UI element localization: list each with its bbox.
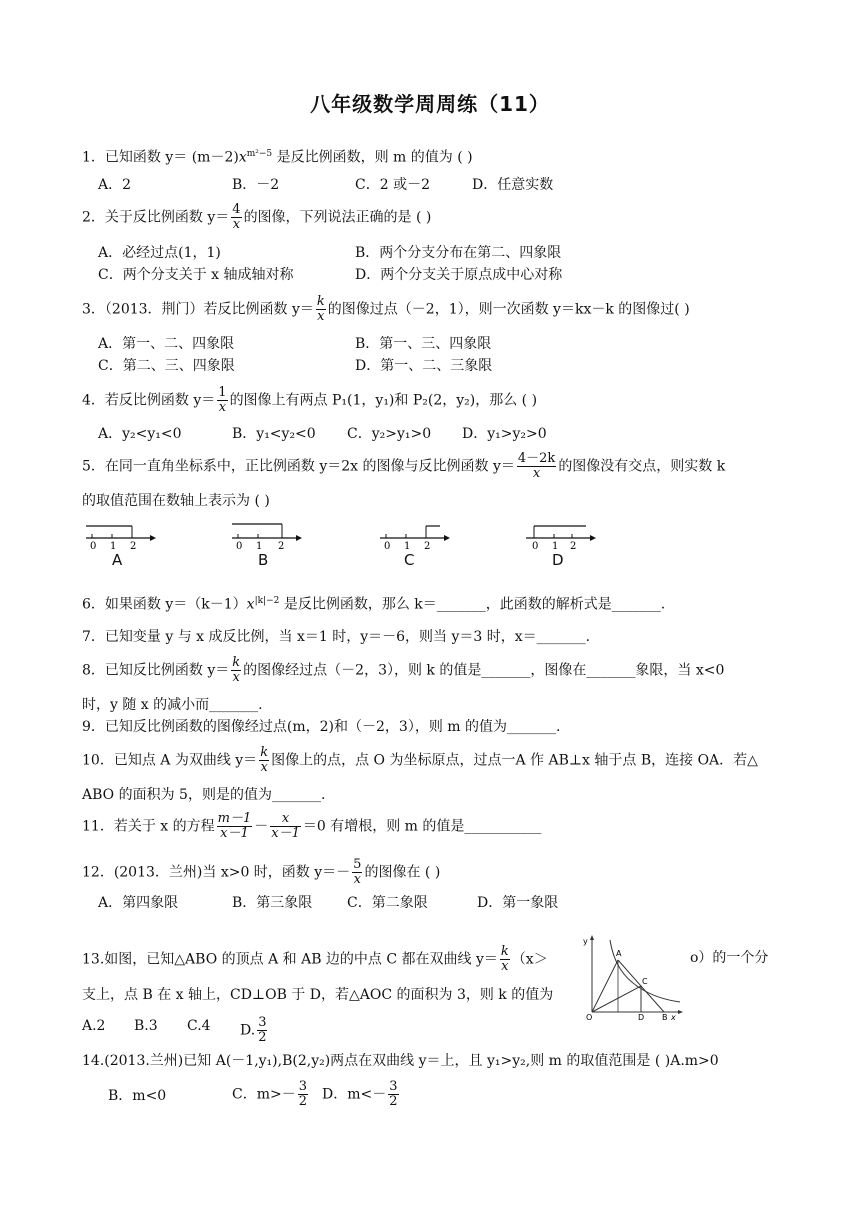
hyperbola-triangle-figure — [580, 934, 684, 1024]
q3-option-c: C．第二、三、四象限 — [98, 358, 235, 374]
question-12: 12．(2013．兰州)当 x>0 时，函数 y＝－ $\frac{5}{x}$ 的图像在 ( ) — [82, 857, 441, 887]
q2-option-a: A．必经过点(1，1) — [98, 245, 221, 261]
question-13-tail: o）的一个分 — [690, 950, 769, 966]
q12-option-a: A．第四象限 — [98, 895, 179, 911]
q12-option-d: D．第一象限 — [477, 895, 559, 911]
q1-option-d: D．任意实数 — [472, 177, 554, 193]
q1-option-b: B．－2 — [232, 177, 280, 193]
fig-a-label: A — [616, 949, 622, 958]
fraction: $\frac{x}{x-1}$ — [271, 811, 300, 841]
fig-c-label: C — [642, 977, 648, 986]
tick-2: 2 — [278, 541, 285, 552]
fraction: $\frac{3}{2}$ — [258, 1015, 267, 1045]
question-10-line-2: ABO 的面积为 5，则是的值为_______. — [82, 787, 326, 803]
tick-0: 0 — [532, 541, 539, 552]
fraction: $\frac{4-2k}{x}$ — [517, 451, 556, 481]
question-5: 5．在同一直角坐标系中，正比例函数 y＝2x 的图像与反比例函数 y＝ $\frac{4-2k}{x}$ 的图像没有交点，则实数 k — [82, 451, 726, 481]
tick-0: 0 — [90, 541, 97, 552]
question-7: 7．已知变量 y 与 x 成反比例，当 x＝1 时，y＝－6，则当 y＝3 时，x＝_______. — [82, 629, 591, 645]
q14-option-d: D．m<－ $\frac{3}{2}$ — [322, 1079, 398, 1109]
number-line-c-label: C — [404, 551, 415, 569]
fraction: $\frac{1}{x}$ — [218, 385, 227, 415]
fraction: $\frac{k}{x}$ — [232, 655, 241, 685]
q14-option-c: C．m>－ $\frac{3}{2}$ — [232, 1079, 307, 1109]
number-line-b — [230, 518, 310, 552]
q4-option-d: D．y₁>y₂>0 — [462, 426, 547, 442]
question-11: 11．若关于 x 的方程 $\frac{m-1}{x-1}$ － $\frac{x}{x-1}$ ＝0 有增根，则 m 的值是___________ — [82, 811, 542, 841]
question-6: 6．如果函数 $y=(k-1)x^{|k|-2}$ 是反比例函数，那么 k＝_______，此函数的解析式是_______. — [82, 596, 666, 613]
q14-option-b: B．m<0 — [108, 1088, 167, 1104]
q2-option-d: D．两个分支关于原点成中心对称 — [355, 267, 563, 283]
tick-1: 1 — [552, 541, 559, 552]
fig-o-label: O — [586, 1013, 593, 1020]
q13-option-b: B.3 — [134, 1018, 158, 1034]
tick-1: 1 — [256, 541, 263, 552]
page-title: 八年级数学周周练（11） — [310, 92, 550, 116]
fig-b-label: B — [662, 1013, 668, 1020]
tick-1: 1 — [404, 541, 411, 552]
fraction: $\frac{3}{2}$ — [389, 1079, 398, 1109]
number-line-a — [84, 518, 164, 552]
question-1: 1．已知函数 $y= (m-2)x^{m^2-5}$ 是反比例函数，则 m 的值为 ( ) — [82, 149, 473, 166]
question-4: 4．若反比例函数 y＝ $\frac{1}{x}$ 的图像上有两点 P₁(1，y₁)和 P₂(2，y₂)，那么 ( ) — [82, 385, 538, 415]
number-line-c — [378, 518, 458, 552]
q12-option-b: B．第三象限 — [232, 895, 313, 911]
q4-option-b: B．y₁<y₂<0 — [232, 426, 316, 442]
fig-x-label: x — [671, 1013, 676, 1020]
q3-option-d: D．第一、二、三象限 — [355, 358, 493, 374]
fraction: $\frac{5}{x}$ — [353, 857, 362, 887]
number-line-a-label: A — [112, 551, 123, 569]
tick-0: 0 — [236, 541, 243, 552]
q13-option-c: C.4 — [187, 1018, 211, 1034]
question-9: 9．已知反比例函数的图像经过点(m，2)和（－2，3），则 m 的值为_______. — [82, 719, 561, 735]
question-3: 3．（2013．荆门）若反比例函数 y＝ $\frac{k}{x}$ 的图像过点（－2，1），则一次函数 y＝kx－k 的图像过( ) — [82, 294, 690, 324]
question-8-line-2: 时，y 随 x 的减小而_______. — [82, 697, 263, 713]
fraction: $\frac{m-1}{x-1}$ — [217, 811, 252, 841]
question-2: 2．关于反比例函数 y＝ $\frac{4}{x}$ 的图像，下列说法正确的是 ( ) — [82, 202, 432, 232]
q1-option-a: A．2 — [98, 177, 132, 193]
question-5-line-2: 的取值范围在数轴上表示为 ( ) — [82, 493, 270, 509]
question-14: 14.(2013.兰州)已知 A(－1,y₁),B(2,y₂)两点在双曲线 y＝上，且 y₁>y₂,则 m 的取值范围是 ( )A.m>0 — [82, 1053, 719, 1069]
q3-option-a: A．第一、二、四象限 — [98, 336, 235, 352]
fraction: $\frac{k}{x}$ — [316, 294, 325, 324]
q12-option-c: C．第二象限 — [347, 895, 428, 911]
tick-2: 2 — [570, 541, 577, 552]
fraction: $\frac{k}{x}$ — [500, 944, 509, 974]
number-line-d — [524, 518, 604, 552]
q4-option-a: A．y₂<y₁<0 — [98, 426, 182, 442]
number-line-b-label: B — [258, 551, 269, 569]
fraction: $\frac{k}{x}$ — [260, 745, 269, 775]
question-13-line-2: 支上，点 B 在 x 轴上，CD⊥OB 于 D，若△AOC 的面积为 3，则 k 的值为 — [82, 987, 554, 1003]
q2-option-b: B．两个分支分布在第二、四象限 — [355, 245, 562, 261]
tick-2: 2 — [424, 541, 431, 552]
q13-option-a: A.2 — [82, 1018, 106, 1034]
q3-option-b: B．第一、三、四象限 — [355, 336, 492, 352]
tick-2: 2 — [130, 541, 137, 552]
question-8: 8．已知反比例函数 y＝ $\frac{k}{x}$ 的图像经过点（－2，3），则 k 的值是_______，图像在_______象限，当 x<0 — [82, 655, 725, 685]
fig-y-label: y — [583, 937, 588, 946]
q13-option-d: D. $\frac{3}{2}$ — [240, 1015, 267, 1045]
fraction: $\frac{4}{x}$ — [232, 202, 241, 232]
question-10: 10．已知点 A 为双曲线 y＝ $\frac{k}{x}$ 图像上的点，点 O 为坐标原点，过点一A 作 AB⊥x 轴于点 B，连接 OA．若△ — [82, 745, 758, 775]
tick-0: 0 — [384, 541, 391, 552]
question-13: 13.如图，已知△ABO 的顶点 A 和 AB 边的中点 C 都在双曲线 y＝ $\frac{k}{x}$ （x＞ — [82, 944, 548, 974]
q4-option-c: C．y₂>y₁>0 — [347, 426, 432, 442]
number-line-d-label: D — [552, 551, 564, 569]
tick-1: 1 — [110, 541, 117, 552]
fraction: $\frac{3}{2}$ — [298, 1079, 307, 1109]
fig-d-label: D — [638, 1013, 645, 1020]
q2-option-c: C．两个分支关于 x 轴成轴对称 — [98, 267, 294, 283]
q1-option-c: C．2 或－2 — [355, 177, 430, 193]
